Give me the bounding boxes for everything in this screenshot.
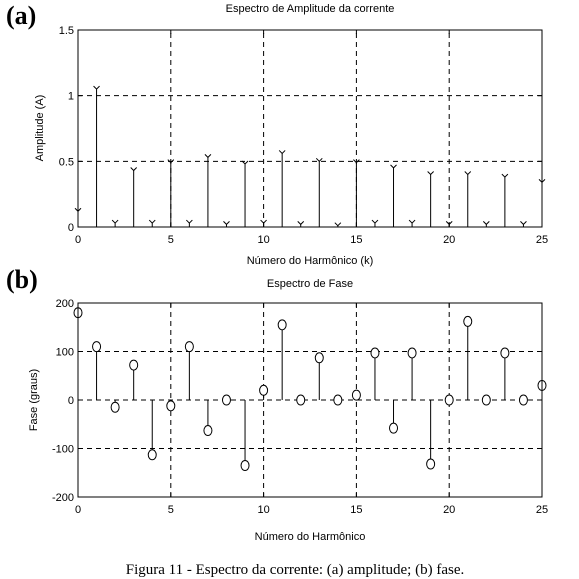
chart-a-stems bbox=[75, 86, 545, 227]
stem-marker bbox=[205, 154, 211, 157]
x-tick-label: 15 bbox=[350, 234, 363, 246]
stem-marker bbox=[409, 220, 415, 223]
chart-a-xlabel: Número do Harmônico (k) bbox=[246, 255, 374, 267]
amplitude-chart bbox=[34, 3, 548, 267]
stem-marker bbox=[204, 426, 212, 436]
x-tick-label: 5 bbox=[167, 234, 174, 246]
x-tick-label: 10 bbox=[257, 504, 270, 516]
stem-marker bbox=[94, 86, 100, 89]
stem-marker bbox=[130, 360, 138, 370]
chart-b-ticks bbox=[52, 298, 548, 516]
y-tick-label: -100 bbox=[51, 443, 74, 456]
stem-marker bbox=[111, 402, 119, 412]
stem-marker bbox=[241, 460, 249, 470]
stem-marker bbox=[112, 220, 118, 223]
chart-b-ylabel: Fase (graus) bbox=[28, 368, 40, 432]
stem-marker bbox=[519, 395, 527, 405]
x-tick-label: 25 bbox=[535, 504, 549, 516]
x-tick-label: 20 bbox=[443, 504, 456, 516]
chart-b-stems bbox=[74, 308, 546, 471]
figure-caption: Figura 11 - Espectro da corrente: (a) amplitude; (b) fase. bbox=[125, 562, 465, 578]
stem-marker bbox=[222, 395, 230, 405]
x-tick-label: 25 bbox=[535, 234, 549, 246]
stem-marker bbox=[427, 459, 435, 469]
panel-label-a: (a) bbox=[6, 1, 37, 30]
stem-marker bbox=[260, 385, 268, 395]
stem-marker bbox=[185, 342, 193, 352]
chart-a-grid bbox=[78, 30, 542, 227]
stem-marker bbox=[520, 221, 526, 224]
stem-marker bbox=[501, 348, 509, 358]
stem-marker bbox=[148, 450, 156, 460]
stem-marker bbox=[445, 395, 453, 405]
x-tick-label: 20 bbox=[443, 234, 456, 246]
chart-b-grid bbox=[78, 303, 542, 497]
stem-marker bbox=[371, 348, 379, 358]
y-tick-label: 100 bbox=[55, 346, 74, 359]
chart-b-frame bbox=[78, 303, 542, 497]
stem-marker bbox=[465, 171, 471, 174]
stem-marker bbox=[408, 348, 416, 358]
stem-marker bbox=[315, 353, 323, 363]
stem-marker bbox=[186, 220, 192, 223]
chart-b-title: Espectro de Fase bbox=[266, 278, 354, 290]
phase-chart bbox=[28, 278, 548, 543]
x-tick-label: 5 bbox=[167, 504, 174, 516]
chart-a-frame bbox=[78, 30, 542, 227]
stem-marker bbox=[223, 221, 229, 224]
stem-marker bbox=[297, 395, 305, 405]
chart-a-ylabel: Amplitude (A) bbox=[34, 94, 46, 162]
stem-marker bbox=[483, 221, 489, 224]
chart-a-ticks bbox=[59, 25, 548, 246]
stem-marker bbox=[352, 390, 360, 400]
stem-marker bbox=[93, 342, 101, 352]
y-tick-label: -200 bbox=[51, 492, 74, 504]
stem-marker bbox=[482, 395, 490, 405]
stem-marker bbox=[334, 395, 342, 405]
stem-marker bbox=[502, 174, 508, 177]
stem-marker bbox=[278, 320, 286, 330]
y-tick-label: 1 bbox=[67, 90, 74, 103]
stem-marker bbox=[335, 223, 341, 226]
stem-marker bbox=[464, 316, 472, 326]
stem-marker bbox=[261, 220, 267, 223]
stem-marker bbox=[279, 150, 285, 153]
panel-label-b: (b) bbox=[6, 265, 38, 294]
y-tick-label: 1.5 bbox=[58, 25, 74, 37]
x-tick-label: 0 bbox=[74, 234, 82, 246]
stem-marker bbox=[242, 161, 248, 164]
x-tick-label: 15 bbox=[350, 504, 363, 516]
stem-marker bbox=[167, 401, 175, 411]
y-tick-label: 0 bbox=[67, 395, 74, 407]
y-tick-label: 0 bbox=[67, 222, 74, 234]
stem-marker bbox=[131, 168, 137, 171]
chart-a-title: Espectro de Amplitude da corrente bbox=[225, 3, 395, 15]
stem-marker bbox=[428, 171, 434, 174]
stem-marker bbox=[391, 165, 397, 168]
stem-marker bbox=[390, 423, 398, 433]
y-tick-label: 200 bbox=[55, 298, 74, 310]
stem-marker bbox=[298, 221, 304, 224]
stem-marker bbox=[149, 220, 155, 223]
y-tick-label: 0.5 bbox=[58, 156, 74, 169]
stem-marker bbox=[372, 220, 378, 223]
chart-b-xlabel: Número do Harmônico bbox=[254, 531, 366, 543]
x-tick-label: 10 bbox=[257, 234, 270, 246]
x-tick-label: 0 bbox=[74, 504, 82, 516]
